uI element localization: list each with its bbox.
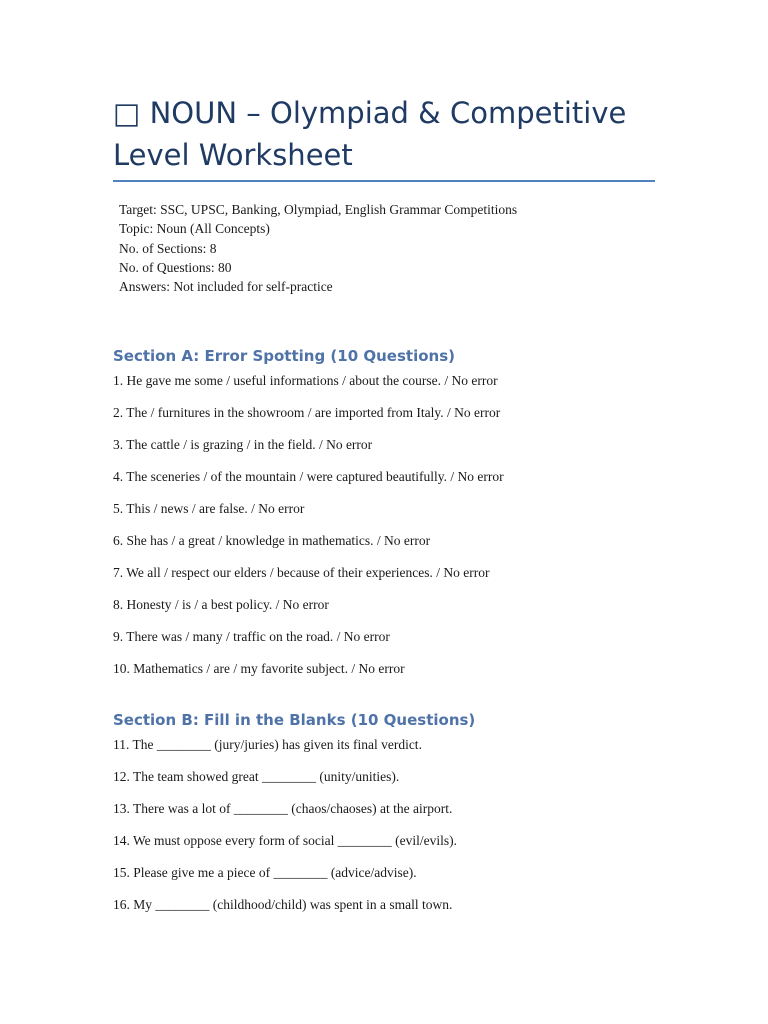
question-item: 12. The team showed great ________ (unity/unities). <box>113 769 400 784</box>
info-target: Target: SSC, UPSC, Banking, Olympiad, English Grammar Competitions <box>119 202 518 217</box>
section-b-heading: Section B: Fill in the Blanks (10 Questions) <box>113 711 476 729</box>
question-item: 13. There was a lot of ________ (chaos/chaoses) at the airport. <box>113 801 453 816</box>
question-item: 5. This / news / are false. / No error <box>113 501 305 516</box>
info-answers: Answers: Not included for self-practice <box>119 279 333 295</box>
question-item: 3. The cattle / is grazing / in the field. / No error <box>113 437 373 452</box>
question-item: 8. Honesty / is / a best policy. / No error <box>113 597 329 612</box>
question-item: 9. There was / many / traffic on the road. / No error <box>113 629 390 644</box>
question-item: 16. My ________ (childhood/child) was spent in a small town. <box>113 897 453 912</box>
question-item: 10. Mathematics / are / my favorite subject. / No error <box>113 661 405 676</box>
question-item: 11. The ________ (jury/juries) has given its final verdict. <box>113 737 422 752</box>
question-item: 6. She has / a great / knowledge in mathematics. / No error <box>113 533 431 548</box>
info-questions: No. of Questions: 80 <box>119 259 232 275</box>
info-sections: No. of Sections: 8 <box>119 240 217 256</box>
question-item: 7. We all / respect our elders / because of their experiences. / No error <box>113 565 490 580</box>
section-b-questions <box>113 737 457 929</box>
section-a-questions <box>113 373 504 693</box>
page-title: □ NOUN – Olympiad & Competitive Level Worksheet <box>113 96 627 172</box>
section-a-heading: Section A: Error Spotting (10 Questions) <box>113 347 455 365</box>
question-item: 2. The / furnitures in the showroom / are imported from Italy. / No error <box>113 405 501 420</box>
question-item: 14. We must oppose every form of social ________ (evil/evils). <box>113 833 457 848</box>
question-item: 15. Please give me a piece of ________ (advice/advise). <box>113 865 417 880</box>
question-item: 1. He gave me some / useful informations / about the course. / No error <box>113 373 498 388</box>
worksheet-info <box>119 200 517 296</box>
question-item: 4. The sceneries / of the mountain / were captured beautifully. / No error <box>113 469 504 484</box>
title-underline <box>113 180 655 182</box>
info-topic: Topic: Noun (All Concepts) <box>119 221 270 237</box>
